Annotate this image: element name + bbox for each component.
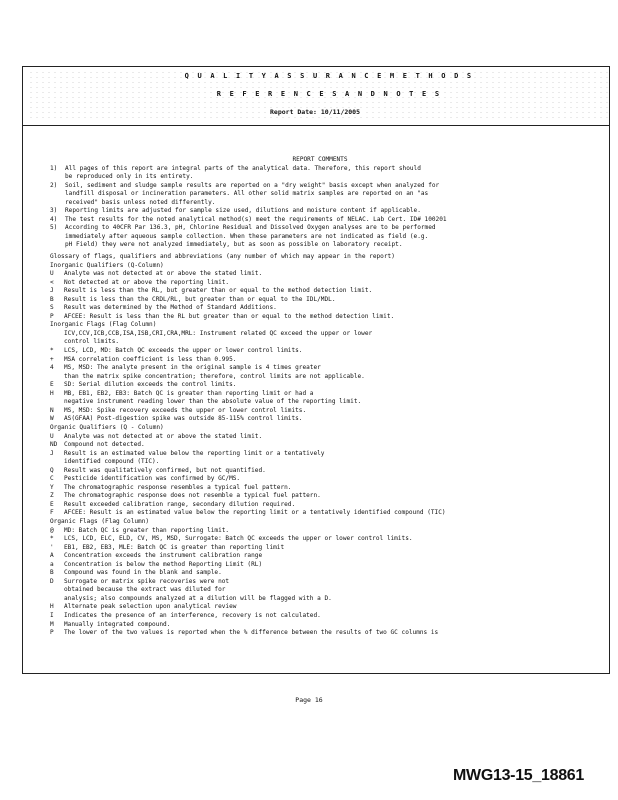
glossary-code: W — [50, 415, 54, 423]
glossary-entry — [50, 407, 590, 416]
glossary-entry — [50, 621, 590, 630]
page-number: Page 16 — [295, 696, 323, 704]
comment-text: All pages of this report are integral parts of the analytical data. Therefore, this report should — [65, 164, 421, 172]
comment-row — [50, 224, 590, 233]
glossary-definition: Surrogate or matrix spike recoveries were not — [64, 577, 230, 585]
glossary-definition: Result is an estimated value below the reporting limit or a tentatively — [64, 449, 325, 457]
glossary-entry — [50, 364, 590, 373]
glossary-entry — [50, 415, 590, 424]
glossary-entry — [50, 390, 590, 399]
glossary-definition: Analyte was not detected at or above the stated limit. — [64, 432, 263, 440]
glossary-entry — [50, 603, 590, 612]
glossary-code: C — [50, 475, 54, 483]
glossary-definition-continuation: control limits. — [64, 338, 120, 346]
glossary-code: U — [50, 270, 54, 278]
glossary-definition: LCS, LCD, MD: Batch QC exceeds the upper or lower control limits. — [64, 347, 303, 355]
header-subtitle: R E F E R E N C E S A N D N O T E S — [216, 90, 442, 98]
glossary-definition: SD: Serial dilution exceeds the control limits. — [64, 381, 237, 389]
glossary-definition: MB, EB1, EB2, EB3: Batch QC is greater than reporting limit or had a — [64, 389, 314, 397]
glossary-entry — [50, 535, 590, 544]
comment-number: 5) — [50, 224, 58, 232]
glossary-code: U — [50, 432, 54, 440]
glossary-definition: Analyte was not detected at or above the stated limit. — [64, 270, 263, 278]
glossary-code: E — [50, 381, 54, 389]
glossary-code: @ — [50, 526, 54, 534]
glossary-entry — [50, 287, 590, 296]
glossary-entry — [50, 441, 590, 450]
glossary-code: Z — [50, 492, 54, 500]
glossary-definition: The chromatographic response resembles a typical fuel pattern. — [64, 483, 292, 491]
glossary-section-heading: Organic Qualifiers (Q - Column) — [50, 423, 164, 431]
header-title: Q U A L I T Y A S S U R A N C E M E T H O D S — [184, 72, 474, 80]
comment-text: Soil, sediment and sludge sample results are reported on a "dry weight" basis except when analyzed for — [65, 181, 440, 189]
glossary-definition: AFCEE: Result is an estimated value below the reporting limit or a tentatively identified compound (TIC) — [64, 509, 446, 517]
glossary-entry — [50, 544, 590, 553]
glossary-definition: LCS, LCD, ELC, ELD, CV, MS, MSD, Surrogate: Batch QC exceeds the upper or lower control limits. — [64, 535, 413, 543]
glossary-entry — [50, 612, 590, 621]
report-comments-title: REPORT COMMENTS — [292, 156, 348, 163]
glossary-code: + — [50, 355, 54, 363]
report-body — [50, 156, 590, 638]
comment-continuation: landfill disposal or incineration parameters. All other solid matrix samples are reported on an "as — [65, 190, 429, 198]
comment-continuation: be reproduced only in its entirety. — [65, 173, 194, 181]
comment-number: 3) — [50, 207, 58, 215]
comment-continuation: received" basis unless noted differently. — [65, 198, 216, 206]
glossary-entry — [50, 433, 590, 442]
glossary-code: B — [50, 295, 54, 303]
glossary-definition: Indicates the presence of an interference, recovery is not calculated. — [64, 611, 321, 619]
glossary-entry — [50, 569, 590, 578]
glossary-entry — [50, 484, 590, 493]
comment-number: 2) — [50, 181, 58, 189]
glossary-definition: EB1, EB2, EB3, MLE: Batch QC is greater than reporting limit — [64, 543, 285, 551]
glossary-definition: Result is less than the CRDL/RL, but greater than or equal to the IDL/MDL. — [64, 295, 336, 303]
glossary-definition: MS, MSD: Spike recovery exceeds the upper or lower control limits. — [64, 406, 307, 414]
glossary-code: P — [50, 629, 54, 637]
glossary-code: 4 — [50, 364, 54, 372]
glossary-entry — [50, 467, 590, 476]
glossary-entry — [50, 501, 590, 510]
glossary-code: D — [50, 577, 54, 585]
glossary-definition: The chromatographic response does not resemble a typical fuel pattern. — [64, 492, 321, 500]
glossary-code: ND — [50, 441, 58, 449]
glossary-entry — [50, 450, 590, 459]
glossary-section-heading: Inorganic Flags (Flag Column) — [50, 321, 157, 329]
glossary-definition: Compound was found in the blank and sample. — [64, 569, 222, 577]
glossary-definition: ICV,CCV,ICB,CCB,ISA,ISB,CRI,CRA,MRL: Instrument related QC exceed the upper or lower — [64, 329, 373, 337]
glossary-code — [50, 330, 64, 339]
comment-row — [50, 216, 590, 225]
glossary-code: < — [50, 278, 54, 286]
glossary-entry — [50, 304, 590, 313]
glossary-entry — [50, 492, 590, 501]
comment-row — [50, 165, 590, 174]
glossary-definition: Not detected at or above the reporting limit. — [64, 278, 230, 286]
comment-row — [50, 182, 590, 191]
glossary-entry — [50, 561, 590, 570]
glossary-definition: Result is less than the RL, but greater than or equal to the method detection limit. — [64, 287, 373, 295]
glossary-entry — [50, 330, 590, 339]
glossary-code: N — [50, 406, 54, 414]
glossary-code: ' — [50, 543, 54, 551]
glossary-code: J — [50, 449, 54, 457]
glossary-code: * — [50, 347, 54, 355]
glossary-definition: MSA correlation coefficient is less than 0.995. — [64, 355, 237, 363]
glossary-entry — [50, 313, 590, 322]
glossary-section-heading: Organic Flags (Flag Column) — [50, 517, 150, 525]
glossary-code: J — [50, 287, 54, 295]
glossary-code: A — [50, 552, 54, 560]
glossary-title: Glossary of flags, qualifiers and abbreviations (any number of which may appear in the report) — [50, 253, 395, 261]
glossary-definition: Compound not detected. — [64, 441, 145, 449]
glossary-definition: Manually integrated compound. — [64, 620, 171, 628]
glossary-definition-continuation: than the matrix spike concentration; therefore, control limits are not applicable. — [64, 372, 365, 380]
glossary-definition: MS, MSD: The analyte present in the original sample is 4 times greater — [64, 364, 321, 372]
glossary-code: E — [50, 500, 54, 508]
glossary-definition: Pesticide identification was confirmed by GC/MS. — [64, 475, 241, 483]
comment-number: 1) — [50, 164, 58, 172]
comment-text: Reporting limits are adjusted for sample size used, dilutions and moisture content if applicable. — [65, 207, 421, 215]
glossary-code: S — [50, 304, 54, 312]
glossary-code: B — [50, 569, 54, 577]
glossary-entry — [50, 347, 590, 356]
glossary-entry — [50, 527, 590, 536]
report-comments-list — [50, 165, 590, 250]
glossary-code: Y — [50, 483, 54, 491]
glossary-definition: MD: Batch QC is greater than reporting limit. — [64, 526, 230, 534]
comment-continuation: pH Field) they were not analyzed immediately, but as soon as possible on laboratory receipt. — [65, 241, 403, 249]
comment-number: 4) — [50, 215, 58, 223]
glossary-code: a — [50, 560, 54, 568]
glossary-definition: Result was qualitatively confirmed, but not quantified. — [64, 466, 266, 474]
glossary-definition: Result was determined by the Method of Standard Additions. — [64, 304, 277, 312]
comment-continuation: immediately after aqueous sample collection. When these parameters are not indicated as field (e.g. — [65, 232, 429, 240]
glossary-code: I — [50, 611, 54, 619]
report-date: Report Date: 10/11/2005 — [270, 108, 361, 116]
glossary-code: H — [50, 389, 54, 397]
glossary-section-heading: Inorganic Qualifiers (Q-Column) — [50, 261, 164, 269]
glossary-entry — [50, 279, 590, 288]
glossary-entry — [50, 296, 590, 305]
glossary-definition: Alternate peak selection upon analytical review — [64, 603, 237, 611]
glossary-definition: AS(GFAA) Post-digestion spike was outside 85-115% control limits. — [64, 415, 303, 423]
glossary-definition-continuation: analysis; also compounds analyzed at a dilution will be flagged with a D. — [64, 594, 332, 602]
glossary-code: P — [50, 312, 54, 320]
glossary-definition: Concentration exceeds the instrument calibration range — [64, 552, 263, 560]
glossary-entry — [50, 578, 590, 587]
comment-row — [50, 207, 590, 216]
document-id: MWG13-15_18861 — [453, 767, 584, 784]
glossary-entry — [50, 629, 590, 638]
glossary-entry — [50, 270, 590, 279]
glossary-definition-continuation: identified compound (TIC). — [64, 458, 160, 466]
glossary-definition: The lower of the two values is reported when the % difference between the results of two GC columns is — [64, 629, 439, 637]
comment-text: According to 40CFR Par 136.3, pH, Chlorine Residual and Dissolved Oxygen analyses are to be performed — [65, 224, 436, 232]
glossary-definition: AFCEE: Result is less than the RL but greater than or equal to the method detection limit. — [64, 312, 395, 320]
glossary-entry — [50, 475, 590, 484]
glossary-entry — [50, 552, 590, 561]
glossary-definition-continuation: negative instrument reading lower than the absolute value of the reporting limit. — [64, 398, 362, 406]
glossary-entry — [50, 381, 590, 390]
comment-text: The test results for the noted analytical method(s) meet the requirements of NELAC. Lab Cert. ID# 100201 — [65, 215, 447, 223]
glossary-code: M — [50, 620, 54, 628]
glossary-definition-continuation: obtained because the extract was diluted for — [64, 586, 226, 594]
glossary-code: Q — [50, 466, 54, 474]
glossary-code: * — [50, 535, 54, 543]
glossary-code: H — [50, 603, 54, 611]
glossary-entry — [50, 509, 590, 518]
glossary-definition: Concentration is below the method Reporting Limit (RL) — [64, 560, 263, 568]
glossary-code: F — [50, 509, 54, 517]
glossary-entry — [50, 356, 590, 365]
glossary-list — [50, 262, 590, 638]
glossary-definition: Result exceeded calibration range, secondary dilution required. — [64, 500, 296, 508]
